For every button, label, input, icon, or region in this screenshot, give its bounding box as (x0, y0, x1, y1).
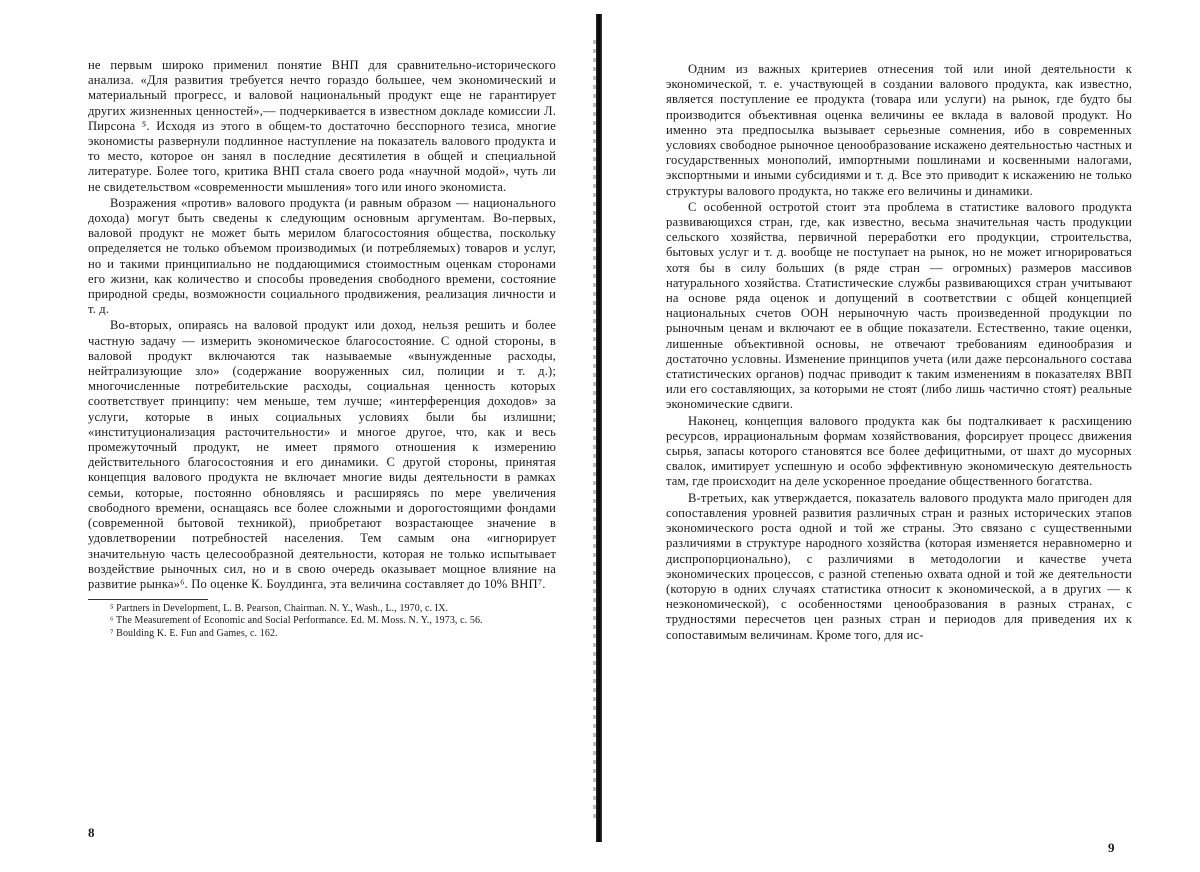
footnote-7: ⁷ Boulding K. E. Fun and Games, c. 162. (110, 627, 278, 639)
right-paragraph-3: Наконец, концепция валового продукта как бы подталкивает к расхищению ресурсов, иррациональным формам хозяйствования, форсирует процесс движения сырья, запасы которого становятся все более дефицитными, от шахт до мусорных свалок, имитирует успешную и особо эффективную экономическую деятельность там, где происходит на деле ускоренное проедание общественного богатства. (666, 413, 1132, 489)
right-page (602, 0, 1200, 872)
left-text-column (88, 58, 556, 640)
right-text-column (666, 62, 1132, 643)
page-number-right: 9 (1108, 840, 1115, 855)
footnotes (88, 599, 556, 640)
right-paragraph-4: В-третьих, как утверждается, показатель валового продукта мало пригоден для сопоставления уровней развития различных стран и разных исторических этапов экономического роста одной и той же страны. Это связано с существенными различиями в структуре народного хозяйства (которая изменяется неравномерно и диспропорционально), с различиями в методологии и качестве учета экономических процессов, с разной степенью охвата одной и той же деятельности (которую в одних случаях статистика относит к экономической, а в других — к неэкономической), с особенностями ценообразования в разных странах, с трудностями пересчетов цен разных стран и периодов для приведения их к сопоставимым величинам. Кроме того, для ис- (666, 490, 1132, 642)
left-page (0, 0, 598, 872)
footnote-5: ⁵ Partners in Development, L. B. Pearson, Chairman. N. Y., Wash., L., 1970, c. IX. (110, 603, 449, 615)
left-paragraph-3: Во-вторых, опираясь на валовой продукт или доход, нельзя решить и более частную задачу — измерить экономическое благосостояние. С одной стороны, в валовой продукт включаются так называемые «вынужденные расходы, нейтрализующие зло» (содержание вооруженных сил, полиции и т. д.); многочисленные потребительские расходы, социальная ценность которых соответствует принципу: чем меньше, тем лучше; «интерференция доходов» за услуги, которые в иных социальных условиях были бы излишни; «институционализация расточительности» и многое другое, что, как и весь промежуточный продукт, не имеет прямого отношения к измерению действительного благосостояния и его динамики. С другой стороны, принятая концепция валового продукта не включает многие виды деятельности в рамках семьи, которые, постоянно обновляясь и расширяясь по мере увеличения свободного времени, оснащаясь все более сложными и дорогостоящими фондами (современной бытовой техникой), приобретают возрастающее значение в удовлетворении потребностей населения. Тем самым она «игнорирует значительную часть целесообразной деятельности, которая не только испытывает воздействие рыночных сил, но и в свою очередь оказывает мощное влияние на развитие рынка»⁶. По оценке К. Боулдинга, эта величина составляет до 10% ВНП⁷. (88, 318, 556, 591)
footnote-6: ⁶ The Measurement of Economic and Social Performance. Ed. M. Moss. N. Y., 1973, c. 56. (110, 615, 483, 627)
left-paragraph-1: не первым широко применил понятие ВНП для сравнительно-исторического анализа. «Для развития требуется нечто гораздо большее, чем экономический и материальный прогресс, и валовой национальный продукт еще не гарантирует других жизненных ценностей»,— подчеркивается в известном докладе комиссии Л. Пирсона ⁵. Исходя из этого в общем-то достаточно бесспорного тезиса, многие экономисты развернули подлинное наступление на показатель валового продукта и то место, которое он занял в последние десятилетия в общей и специальной литературе. Более того, критика ВНП стала своего рода «научной модой», чуть ли не свидетельством «современности мышления» того или иного экономиста. (88, 58, 556, 194)
left-paragraph-2: Возражения «против» валового продукта (и равным образом — национального дохода) могут быть сведены к следующим основным аргументам. Во-первых, валовой продукт не может быть мерилом благосостояния общества, поскольку определяется не только объемом производимых (и потребляемых) товаров и услуг, но и такими принципиально не поддающимися стоимостным оценкам сторонами его жизни, как количество и способы проведения свободного времени, состояние природной среды, возможности социального продвижения, реализация личности и т. д. (88, 195, 556, 317)
right-paragraph-1: Одним из важных критериев отнесения той или иной деятельности к экономической, т. е. участвующей в создании валового продукта, как известно, является поступление ее продукта (товара или услуги) на рынок, где будто бы производится объективная оценка величины ее вклада в валовой продукт. Но именно эта предпосылка вызывает серьезные сомнения, ибо в современных условиях свободное рыночное ценообразование искажено деятельностью частных и государственных монополий, импортными пошлинами и косвенными налогами, экспортными и иными субсидиями и т. д. Все это приводит к искажению не только структуры валового продукта, но также его величины и динамики. (666, 62, 1132, 198)
page-number-left: 8 (88, 825, 95, 840)
right-paragraph-2: С особенной остротой стоит эта проблема в статистике валового продукта развивающихся стран, где, как известно, весьма значительная часть продукции сельского хозяйства, первичной переработки его продукции, строительства, бытовых услуг и т. д. вообще не поступает на рынок, но не может игнорироваться хотя бы в силу больших (в ряде стран — огромных) размеров массивов натурального хозяйства. Статистические службы развивающихся стран учитывают на основе ряда оценок и допущений в соответствии с общей концепцией национальных счетов ООН нерыночную часть произведенной продукции по рыночным ценам и включают ее в общие показатели. Естественно, такие оценки, лишенные объективной основы, не отвечают требованиям единообразия и достаточно условны. Изменение принципов учета (или даже персонального состава статистических органов) подчас приводит к таким изменениям в показателях ВВП или его составляющих, за которыми не стоят (либо лишь частично стоят) реальные экономические сдвиги. (666, 199, 1132, 412)
